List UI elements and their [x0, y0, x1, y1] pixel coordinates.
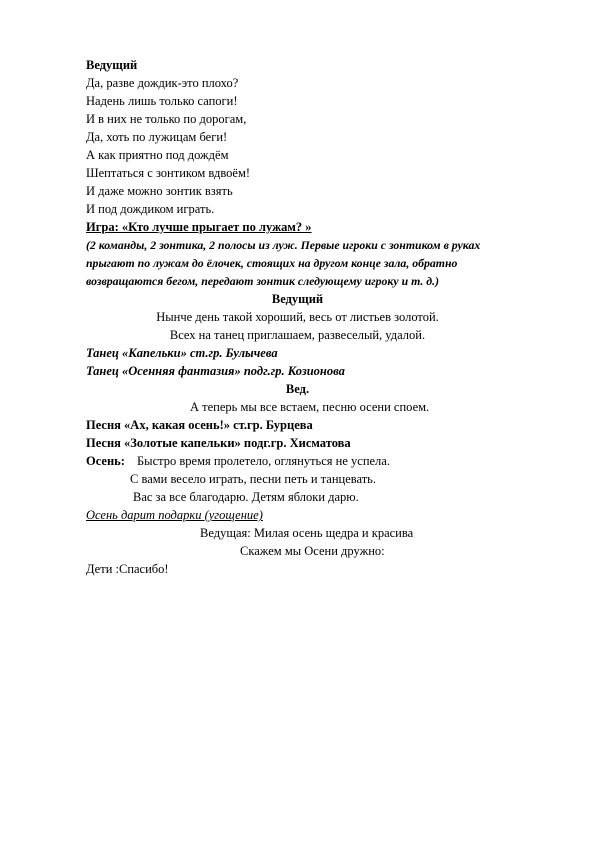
game-description-line: прыгают по лужам до ёлочек, стоящих на другом конце зала, обратно	[86, 256, 458, 270]
poem-line: И под дождиком играть.	[86, 202, 215, 216]
dance-item: Танец «Капельки» ст.гр. Булычева	[86, 346, 278, 360]
verse-line: Всех на танец приглашаем, развеселый, удалой.	[169, 328, 426, 342]
poem-line: А как приятно под дождём	[86, 148, 229, 162]
verse-line: А теперь мы все встаем, песню осени споем.	[190, 400, 430, 414]
speaker-heading: Ведущий	[86, 58, 138, 72]
poem-line: И даже можно зонтик взять	[86, 184, 233, 198]
game-title: Игра: «Кто лучше прыгает по лужам? »	[86, 220, 312, 234]
autumn-line: Вас за все благодарю. Детям яблоки дарю.	[133, 490, 359, 504]
speaker-heading: Вед.	[285, 382, 310, 396]
closing-line: Скажем мы Осени дружно:	[240, 544, 385, 558]
autumn-line: С вами весело играть, песни петь и танцевать.	[130, 472, 377, 486]
dance-item: Танец «Осенняя фантазия» подг.гр. Козионова	[86, 364, 345, 378]
verse-line: Нынче день такой хороший, весь от листьев золотой.	[156, 310, 439, 324]
game-description-line: (2 команды, 2 зонтика, 2 полосы из луж. Первые игроки с зонтиком в руках	[86, 238, 481, 252]
children-line: Дети :Спасибо!	[86, 562, 169, 576]
poem-line: Надень лишь только сапоги!	[86, 94, 238, 108]
autumn-line: Быстро время пролетело, оглянуться не успела.	[137, 454, 390, 468]
song-item: Песня «Ах, какая осень!» ст.гр. Бурцева	[86, 418, 313, 432]
speaker-heading: Ведущий	[271, 292, 324, 306]
song-item: Песня «Золотые капельки» подг.гр. Хисматова	[86, 436, 351, 450]
closing-line: Ведущая: Милая осень щедра и красива	[200, 526, 414, 540]
gifts-note: Осень дарит подарки (угощение)	[86, 508, 263, 522]
game-description-line: возвращаются бегом, передают зонтик следующему игроку и т. д.)	[86, 274, 440, 288]
poem-line: И в них не только по дорогам,	[86, 112, 247, 126]
poem-line: Да, разве дождик-это плохо?	[86, 76, 239, 90]
poem-line: Да, хоть по лужицам беги!	[86, 130, 228, 144]
autumn-speaker-label: Осень:	[86, 454, 125, 468]
poem-line: Шептаться с зонтиком вдвоём!	[86, 166, 251, 180]
